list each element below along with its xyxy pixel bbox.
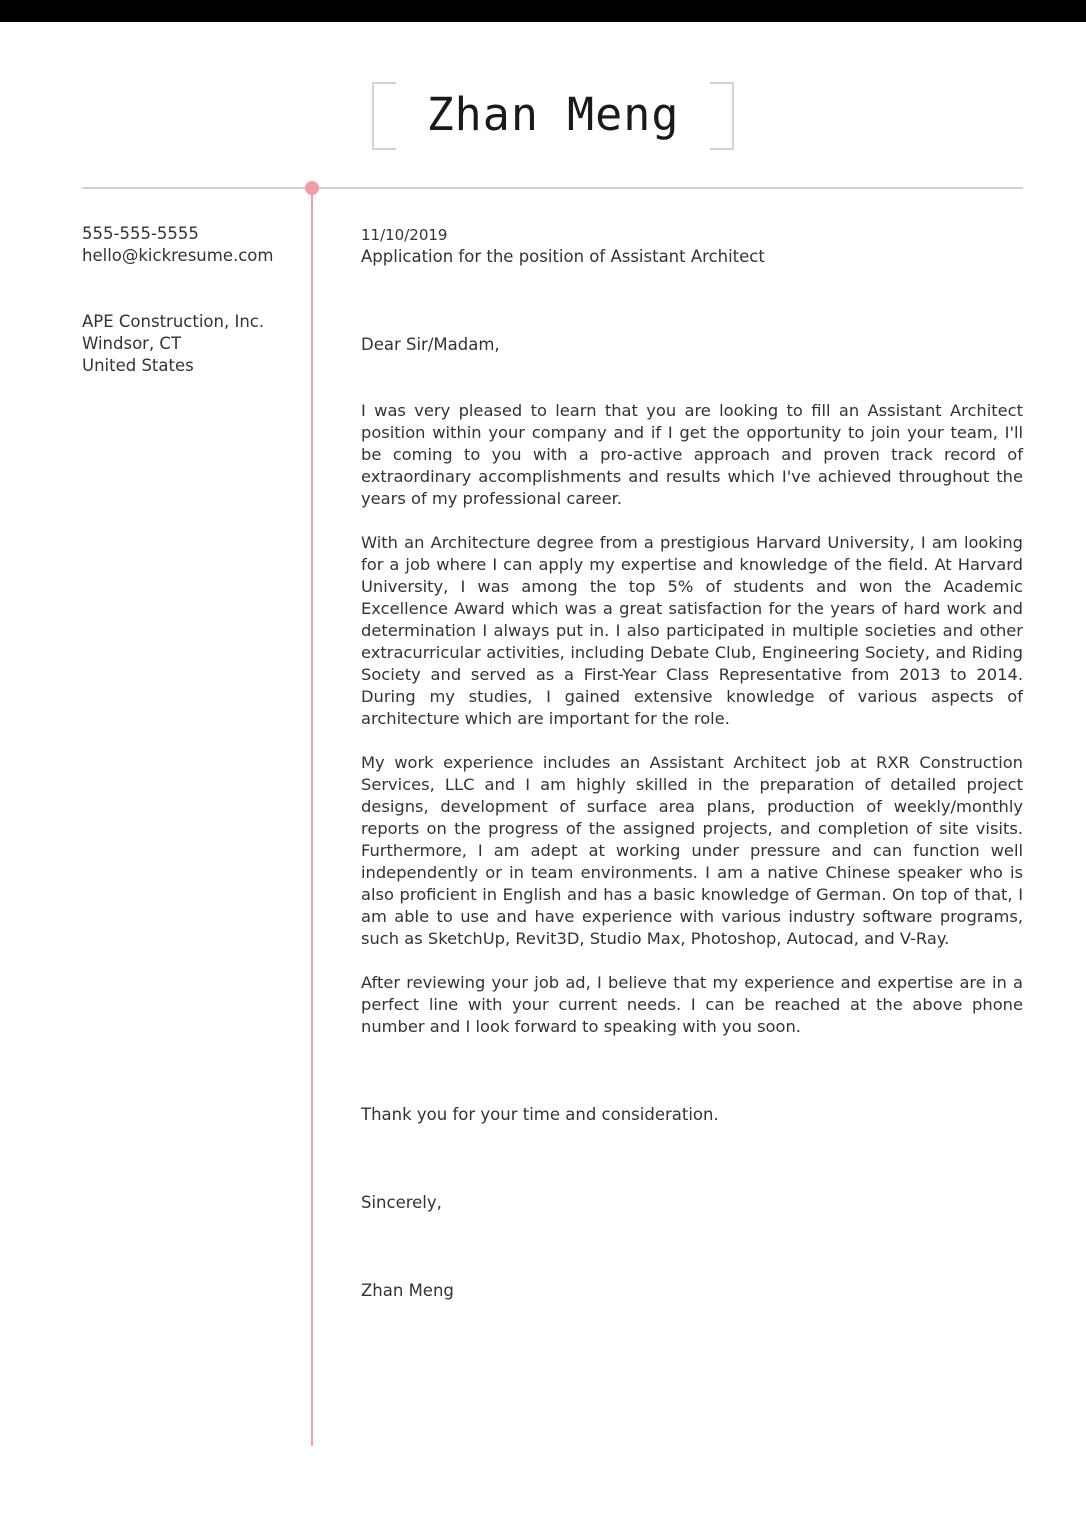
top-bar [0, 0, 1086, 22]
letter-body [361, 224, 1023, 1302]
contact-email: hello@kickresume.com [82, 246, 274, 265]
recipient-city: Windsor, CT [82, 334, 182, 353]
paragraph-4: After reviewing your job ad, I believe that my experience and expertise are in a perfect line with your current needs. I can be reached at the above phone number and I look forward to speaking with you soon. [361, 973, 1023, 1036]
signature: Zhan Meng [361, 1281, 454, 1300]
recipient-country: United States [82, 356, 194, 375]
thanks-line: Thank you for your time and consideration. [361, 1105, 719, 1124]
paragraph-2: With an Architecture degree from a prestigious Harvard University, I am looking for a job where I can apply my expertise and knowledge of the field. At Harvard University, I was among the top 5% of students and won the Academic Excellence Award which was a great satisfaction for the years of hard work and determination I always put in. I also participated in multiple societies and other extracurricular activities, including Debate Club, Engineering Society, and Riding Society and served as a First-Year Class Representative from 2013 to 2014. During my studies, I gained extensive knowledge of various aspects of architecture which are important for the role. [361, 533, 1023, 728]
salutation: Dear Sir/Madam, [361, 335, 500, 354]
vertical-divider [311, 188, 313, 1446]
divider-dot [305, 181, 319, 195]
contact-phone: 555-555-5555 [82, 224, 199, 243]
applicant-name: Zhan Meng [426, 88, 680, 141]
horizontal-divider [82, 187, 1023, 189]
letter-subject: Application for the position of Assistant Architect [361, 247, 765, 266]
paragraph-1: I was very pleased to learn that you are looking to fill an Assistant Architect position within your company and if I get the opportunity to join your team, I'll be coming to you with a pro-active approach and proven track record of extraordinary accomplishments and results which I've achieved throughout the years of my professional career. [361, 401, 1023, 508]
name-header [372, 82, 734, 148]
recipient-company: APE Construction, Inc. [82, 312, 265, 331]
sidebar [82, 223, 302, 377]
closing: Sincerely, [361, 1193, 442, 1212]
paragraph-3: My work experience includes an Assistant Architect job at RXR Construction Services, LLC and I am highly skilled in the preparation of detailed project designs, development of surface area plans, production of weekly/monthly reports on the progress of the assigned projects, and completion of site visits. Furthermore, I am adept at working under pressure and can function well independently or in team environments. I am a native Chinese speaker who is also proficient in English and has a basic knowledge of German. On top of that, I am able to use and have experience with various industry software programs, such as SketchUp, Revit3D, Studio Max, Photoshop, Autocad, and V-Ray. [361, 753, 1023, 948]
letter-date: 11/10/2019 [361, 226, 448, 244]
